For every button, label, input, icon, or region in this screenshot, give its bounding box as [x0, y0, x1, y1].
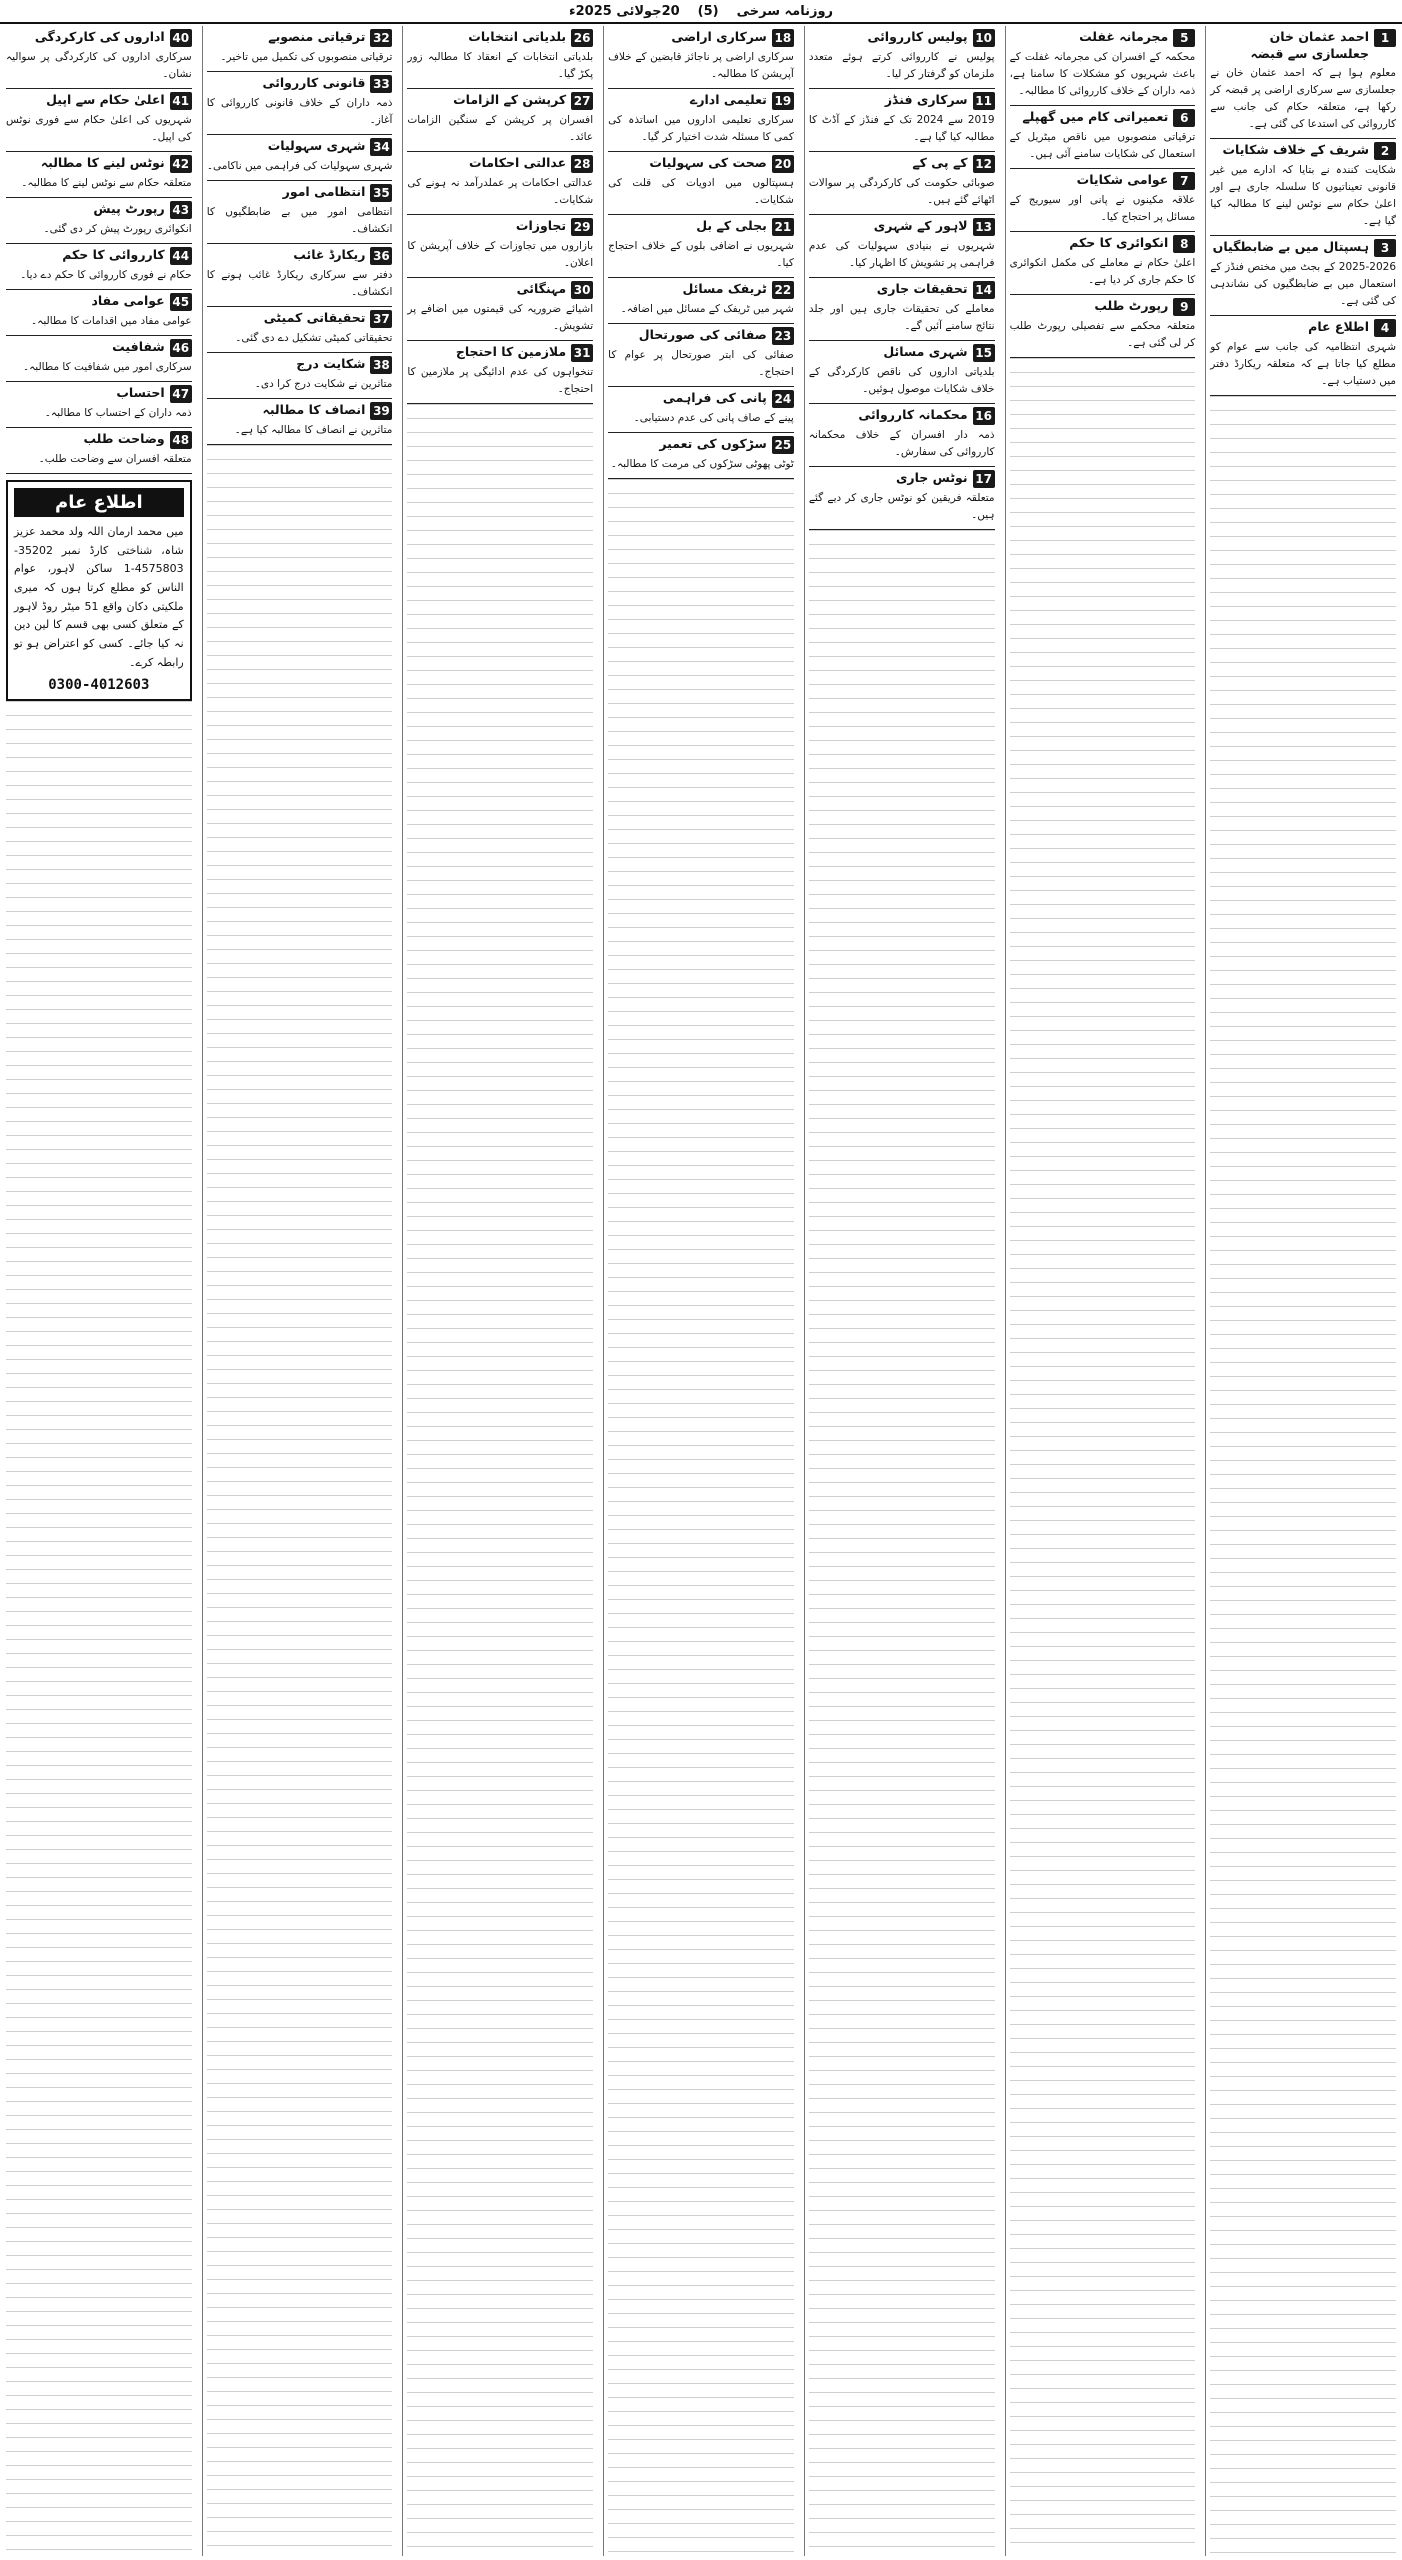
news-item-header	[608, 155, 794, 173]
news-item-header	[407, 92, 593, 110]
column-text-lines	[407, 404, 593, 2556]
news-item-headline: ہسپتال میں بے ضابطگیاں	[1212, 238, 1369, 254]
news-item-number-badge: 47	[170, 385, 192, 403]
columns-container	[2, 26, 1400, 2556]
news-item-header	[608, 29, 794, 47]
news-item-body: حکام نے فوری کارروائی کا حکم دے دیا۔	[20, 269, 192, 281]
news-item-body: بلدیاتی اداروں کی ناقص کارکردگی کے خلاف شکایات موصول ہوئیں۔	[808, 366, 995, 395]
news-item-headline: تعلیمی ادارے	[690, 92, 767, 107]
news-item-header	[407, 281, 593, 299]
news-item	[809, 215, 995, 278]
news-item-headline: بلدیاتی انتخابات	[468, 29, 567, 44]
news-item-header	[6, 385, 192, 403]
news-item	[1210, 139, 1396, 236]
news-item	[1010, 106, 1196, 169]
news-item-headline: نوٹس لینے کا مطالبہ	[40, 155, 165, 170]
news-item-number-badge: 2	[1374, 142, 1396, 160]
news-column-2	[1005, 26, 1200, 2556]
news-item-number-badge: 26	[571, 29, 593, 47]
news-item-header	[6, 339, 192, 357]
news-item-body: انتظامی امور میں بے ضابطگیوں کا انکشاف۔	[206, 206, 393, 235]
news-item	[809, 26, 995, 89]
news-item-number-badge: 29	[571, 218, 593, 236]
news-item-headline: ریکارڈ غائب	[293, 247, 366, 262]
news-item-body: عوامی مفاد میں اقدامات کا مطالبہ۔	[31, 315, 192, 327]
news-item-header	[1010, 29, 1196, 47]
news-item-number-badge: 43	[170, 201, 192, 219]
news-item	[207, 399, 393, 445]
news-item-body: متعلقہ حکام سے نوٹس لینے کا مطالبہ۔	[21, 177, 192, 189]
news-item-body: ہسپتالوں میں ادویات کی قلت کی شکایات۔	[608, 177, 794, 206]
news-item-headline: لاہور کے شہری	[873, 218, 968, 233]
news-item-number-badge: 42	[170, 155, 192, 173]
news-item-headline: اداروں کی کارکردگی	[34, 29, 165, 44]
news-item	[207, 307, 393, 353]
news-item	[407, 152, 593, 215]
news-item	[207, 353, 393, 399]
news-item-body: پینے کے صاف پانی کی عدم دستیابی۔	[633, 412, 794, 424]
news-item	[809, 341, 995, 404]
news-item-number-badge: 11	[973, 92, 995, 110]
column-text-lines	[1010, 358, 1196, 2556]
news-item-header	[1010, 172, 1196, 190]
news-item-body: بازاروں میں تجاوزات کے خلاف آپریشن کا اعلان۔	[407, 240, 594, 269]
news-item-headline: ٹریفک مسائل	[682, 281, 767, 296]
news-item-number-badge: 8	[1173, 235, 1195, 253]
news-item-header	[6, 155, 192, 173]
news-item-headline: پانی کی فراہمی	[662, 390, 767, 405]
news-item-number-badge: 7	[1173, 172, 1195, 190]
news-item-body: معلوم ہوا ہے کہ احمد عثمان خان نے جعلسازی سے سرکاری اراضی پر قبضہ کر رکھا ہے، متعلقہ حکام کی جانب سے کارروائی کی استدعا کی گئی ہے۔	[1210, 66, 1396, 130]
news-item-number-badge: 37	[370, 310, 392, 328]
news-item-headline: تحقیقاتی کمیٹی	[263, 310, 366, 325]
news-item	[1010, 169, 1196, 232]
news-item-headline: بجلی کے بل	[696, 218, 767, 233]
column-text-lines	[809, 530, 995, 2556]
news-item	[1210, 26, 1396, 139]
news-item-headline: شفافیت	[112, 339, 165, 354]
news-item-number-badge: 3	[1374, 239, 1396, 257]
news-item-header	[809, 155, 995, 173]
news-item-body: 2019 سے 2024 تک کے فنڈز کے آڈٹ کا مطالبہ کیا گیا ہے۔	[808, 114, 995, 143]
public-notice-phone: 0300-4012603	[48, 676, 150, 693]
news-item-header	[6, 201, 192, 219]
news-item-body: دفتر سے سرکاری ریکارڈ غائب ہونے کا انکشاف۔	[206, 269, 393, 298]
news-item-header	[608, 218, 794, 236]
news-item-header	[1210, 29, 1396, 63]
column-text-lines	[608, 479, 794, 2556]
news-item-body: عدالتی احکامات پر عملدرآمد نہ ہونے کی شکایات۔	[407, 177, 594, 206]
news-item	[809, 467, 995, 530]
news-item-number-badge: 36	[370, 247, 392, 265]
news-item	[6, 428, 192, 474]
news-item-body: متعلقہ افسران سے وضاحت طلب۔	[38, 453, 192, 465]
news-item-number-badge: 28	[571, 155, 593, 173]
news-item	[608, 278, 794, 324]
news-item-number-badge: 9	[1173, 298, 1195, 316]
news-item-body: شہریوں نے اضافی بلوں کے خلاف احتجاج کیا۔	[608, 240, 794, 269]
news-item	[1210, 236, 1396, 316]
news-item	[207, 26, 393, 72]
news-item-body: پولیس نے کارروائی کرتے ہوئے متعدد ملزمان کو گرفتار کر لیا۔	[808, 51, 995, 80]
news-item-headline: صفائی کی صورتحال	[638, 327, 767, 342]
news-item-headline: سرکاری اراضی	[671, 29, 767, 44]
news-item-number-badge: 41	[170, 92, 192, 110]
news-item-header	[809, 92, 995, 110]
news-item-number-badge: 24	[772, 390, 794, 408]
news-item-header	[6, 29, 192, 47]
news-item	[407, 278, 593, 341]
column-text-lines	[207, 445, 393, 2556]
news-item-headline: ترقیاتی منصوبے	[268, 29, 366, 44]
news-item-headline: کرپشن کے الزامات	[453, 92, 567, 107]
news-item-body: اعلیٰ حکام نے معاملے کی مکمل انکوائری کا حکم جاری کر دیا ہے۔	[1009, 257, 1196, 286]
news-item-number-badge: 6	[1173, 109, 1195, 127]
news-item-number-badge: 10	[973, 29, 995, 47]
news-item	[608, 215, 794, 278]
news-item	[608, 433, 794, 479]
column-text-lines	[1210, 396, 1396, 2556]
news-item-body: تنخواہوں کی عدم ادائیگی پر ملازمین کا احتجاج۔	[407, 366, 594, 395]
news-item-header	[6, 247, 192, 265]
news-item-body: بلدیاتی انتخابات کے انعقاد کا مطالبہ زور پکڑ گیا۔	[407, 51, 594, 80]
news-item-body: ترقیاتی منصوبوں میں ناقص میٹریل کے استعمال کی شکایات سامنے آئی ہیں۔	[1009, 131, 1196, 160]
news-item-body: علاقہ مکینوں نے پانی اور سیوریج کے مسائل پر احتجاج کیا۔	[1009, 194, 1196, 223]
news-item-number-badge: 18	[772, 29, 794, 47]
news-item-header	[207, 75, 393, 93]
news-item-headline: شہری مسائل	[883, 344, 968, 359]
news-item-number-badge: 19	[772, 92, 794, 110]
news-item-body: انکوائری رپورٹ پیش کر دی گئی۔	[43, 223, 192, 235]
news-item-header	[407, 155, 593, 173]
news-item-headline: پولیس کارروائی	[867, 29, 968, 44]
news-item-body: شکایت کنندہ نے بتایا کہ ادارے میں غیر قانونی تعیناتیوں کا سلسلہ جاری ہے اور اعلیٰ حکام سے نوٹس لینے کا مطالبہ کیا گیا ہے۔	[1210, 163, 1396, 227]
news-item	[809, 152, 995, 215]
news-item-header	[207, 402, 393, 420]
news-item-number-badge: 12	[973, 155, 995, 173]
news-item-number-badge: 14	[973, 281, 995, 299]
news-item-header	[207, 29, 393, 47]
news-item-number-badge: 40	[170, 29, 192, 47]
news-item-headline: صحت کی سہولیات	[649, 155, 767, 170]
news-item-number-badge: 22	[772, 281, 794, 299]
news-item	[207, 72, 393, 135]
news-column-1	[1205, 26, 1400, 2556]
news-item-header	[1210, 142, 1396, 160]
news-item	[6, 290, 192, 336]
news-column-6	[202, 26, 397, 2556]
news-item-number-badge: 27	[571, 92, 593, 110]
news-item	[207, 135, 393, 181]
news-item	[6, 89, 192, 152]
news-item-body: شہری سہولیات کی فراہمی میں ناکامی۔	[206, 160, 393, 172]
news-item-body: متعلقہ فریقین کو نوٹس جاری کر دیے گئے ہیں۔	[808, 492, 995, 521]
news-item-header	[608, 436, 794, 454]
news-item-number-badge: 46	[170, 339, 192, 357]
news-item	[407, 26, 593, 89]
news-item-number-badge: 23	[772, 327, 794, 345]
news-item-number-badge: 48	[170, 431, 192, 449]
news-item-header	[1210, 239, 1396, 257]
news-item	[608, 89, 794, 152]
news-item-body: سرکاری اداروں کی کارکردگی پر سوالیہ نشان۔	[5, 51, 192, 80]
news-item	[1210, 316, 1396, 396]
news-item-header	[809, 344, 995, 362]
news-item-body: سرکاری امور میں شفافیت کا مطالبہ۔	[22, 361, 192, 373]
news-item-number-badge: 1	[1374, 29, 1396, 47]
news-item	[1010, 26, 1196, 106]
news-item-headline: تجاوزات	[515, 218, 567, 233]
news-item-headline: مجرمانہ غفلت	[1079, 29, 1169, 44]
news-item-header	[6, 293, 192, 311]
news-item-header	[407, 29, 593, 47]
news-item-body: ذمہ دار افسران کے خلاف محکمانہ کارروائی کی سفارش۔	[808, 429, 995, 458]
news-item-headline: تعمیراتی کام میں گھپلے	[1022, 109, 1169, 124]
news-item	[809, 404, 995, 467]
news-item	[6, 336, 192, 382]
news-item-headline: رپورٹ پیش	[93, 201, 165, 216]
news-item-body: ٹوٹی پھوٹی سڑکوں کی مرمت کا مطالبہ۔	[610, 458, 794, 470]
news-item-body: شہر میں ٹریفک کے مسائل میں اضافہ۔	[620, 303, 794, 315]
news-item-body: اشیائے ضروریہ کی قیمتوں میں اضافے پر تشویش۔	[407, 303, 594, 332]
news-item-headline: تحقیقات جاری	[876, 281, 968, 296]
news-item	[6, 382, 192, 428]
news-item-body: افسران پر کرپشن کے سنگین الزامات عائد۔	[407, 114, 594, 143]
news-item-header	[608, 281, 794, 299]
news-item-number-badge: 38	[370, 356, 392, 374]
news-item-body: شہریوں نے بنیادی سہولیات کی عدم فراہمی پر تشویش کا اظہار کیا۔	[808, 240, 995, 269]
news-item-number-badge: 33	[370, 75, 392, 93]
news-item-header	[809, 29, 995, 47]
news-item-body: ذمہ داران کے احتساب کا مطالبہ۔	[44, 407, 192, 419]
news-column-4	[603, 26, 798, 2556]
news-item-headline: عوامی مفاد	[91, 293, 165, 308]
news-item-header	[809, 218, 995, 236]
news-item-number-badge: 30	[571, 281, 593, 299]
news-item-number-badge: 4	[1374, 319, 1396, 337]
news-item-header	[1010, 298, 1196, 316]
news-item-header	[207, 138, 393, 156]
news-item-headline: شریف کے خلاف شکایات	[1222, 141, 1369, 157]
news-item-header	[809, 407, 995, 425]
news-item-header	[207, 356, 393, 374]
news-item-number-badge: 15	[973, 344, 995, 362]
news-item-headline: محکمانہ کارروائی	[858, 407, 968, 422]
news-item-headline: ملازمین کا احتجاج	[455, 344, 567, 359]
news-item-header	[207, 310, 393, 328]
news-item-header	[407, 344, 593, 362]
news-item-header	[608, 327, 794, 345]
news-item-header	[407, 218, 593, 236]
news-item-body: معاملے کی تحقیقات جاری ہیں اور جلد نتائج سامنے آئیں گے۔	[808, 303, 995, 332]
news-column-3	[804, 26, 999, 2556]
news-item-header	[608, 390, 794, 408]
news-item-header	[1010, 235, 1196, 253]
news-item-body: متعلقہ محکمے سے تفصیلی رپورٹ طلب کر لی گئی ہے۔	[1009, 320, 1196, 349]
news-item-header	[6, 431, 192, 449]
news-item-headline: شکایت درج	[296, 356, 366, 371]
news-item-headline: انصاف کا مطالبہ	[262, 402, 366, 417]
news-item-headline: کے پی کے	[912, 155, 968, 170]
news-item-header	[809, 470, 995, 488]
news-item	[1010, 232, 1196, 295]
news-item-body: متاثرین نے شکایت درج کرا دی۔	[254, 378, 393, 390]
public-notice-title: اطلاع عام	[14, 488, 184, 517]
news-item-number-badge: 13	[973, 218, 995, 236]
news-item-headline: وضاحت طلب	[83, 431, 165, 446]
news-item-header	[207, 184, 393, 202]
news-item	[207, 181, 393, 244]
news-item-header	[1010, 109, 1196, 127]
news-item	[6, 26, 192, 89]
news-column-7	[2, 26, 196, 2556]
news-item-number-badge: 5	[1173, 29, 1195, 47]
column-text-lines	[6, 701, 192, 2557]
news-item	[207, 244, 393, 307]
masthead-title: روزنامہ سرخی	[736, 3, 834, 19]
news-item-body: شہریوں کی اعلیٰ حکام سے فوری نوٹس کی اپیل۔	[5, 114, 192, 143]
news-item-headline: اطلاع عام	[1308, 318, 1369, 334]
public-notice-box	[6, 480, 192, 701]
news-item-header	[207, 247, 393, 265]
news-item-body: محکمہ کے افسران کی مجرمانہ غفلت کے باعث شہریوں کو مشکلات کا سامنا ہے، ذمہ داران کے خلاف کارروائی کا مطالبہ۔	[1009, 51, 1196, 97]
news-item-body: صفائی کی ابتر صورتحال پر عوام کا احتجاج۔	[608, 349, 794, 378]
news-item	[6, 198, 192, 244]
news-item-headline: عدالتی احکامات	[469, 155, 567, 170]
news-item-headline: سرکاری فنڈز	[884, 92, 968, 107]
news-item-headline: رپورٹ طلب	[1094, 298, 1169, 313]
news-item	[809, 278, 995, 341]
news-item-headline: شہری سہولیات	[267, 138, 366, 153]
news-item-headline: نوٹس جاری	[895, 470, 968, 485]
news-item-number-badge: 44	[170, 247, 192, 265]
news-item-body: 2025-2026 کے بجٹ میں مختص فنڈز کے استعمال میں بے ضابطگیوں کی نشاندہی کی گئی ہے۔	[1210, 260, 1396, 307]
news-item-body: صوبائی حکومت کی کارکردگی پر سوالات اٹھائے گئے ہیں۔	[808, 177, 995, 206]
news-item-headline: سڑکوں کی تعمیر	[659, 436, 767, 451]
news-item	[407, 89, 593, 152]
news-item-headline: قانونی کارروائی	[262, 75, 366, 90]
news-item-number-badge: 21	[772, 218, 794, 236]
news-item-number-badge: 39	[370, 402, 392, 420]
news-item-body: شہری انتظامیہ کی جانب سے عوام کو مطلع کیا جاتا ہے کہ متعلقہ ریکارڈ دفتر میں دستیاب ہے۔	[1210, 340, 1396, 387]
news-item	[407, 215, 593, 278]
news-column-5	[402, 26, 597, 2556]
news-item-headline: انکوائری کا حکم	[1069, 235, 1169, 250]
news-item-body: سرکاری تعلیمی اداروں میں اساتذہ کی کمی کا مسئلہ شدت اختیار کر گیا۔	[608, 114, 794, 143]
news-item-headline: مہنگائی	[516, 281, 567, 296]
news-item-header	[809, 281, 995, 299]
news-item-number-badge: 32	[370, 29, 392, 47]
news-item-header	[6, 92, 192, 110]
news-item-body: سرکاری اراضی پر ناجائز قابضین کے خلاف آپریشن کا مطالبہ۔	[608, 51, 794, 80]
news-item	[1010, 295, 1196, 358]
masthead	[0, 0, 1402, 24]
news-item	[809, 89, 995, 152]
news-item-body: متاثرین نے انصاف کا مطالبہ کیا ہے۔	[234, 424, 393, 436]
news-item-number-badge: 31	[571, 344, 593, 362]
news-item	[608, 324, 794, 387]
news-item-headline: احمد عثمان خان جعلسازی سے قبضہ	[1250, 29, 1369, 61]
news-item-number-badge: 20	[772, 155, 794, 173]
news-item-headline: عوامی شکایات	[1076, 172, 1169, 187]
news-item-body: تحقیقاتی کمیٹی تشکیل دے دی گئی۔	[235, 332, 393, 344]
news-item-body: ذمہ داران کے خلاف قانونی کارروائی کا آغاز۔	[206, 97, 393, 126]
news-item-header	[608, 92, 794, 110]
news-item	[6, 152, 192, 198]
news-item-number-badge: 34	[370, 138, 392, 156]
news-item-headline: کارروائی کا حکم	[62, 247, 165, 262]
news-item-headline: انتظامی امور	[282, 184, 366, 199]
news-item	[608, 387, 794, 433]
news-item-headline: احتساب	[116, 385, 165, 400]
news-item-number-badge: 25	[772, 436, 794, 454]
public-notice-body: میں محمد ارمان اللہ ولد محمد عزیز شاہ، شناختی کارڈ نمبر 35202-4575803-1 ساکن لاہور، عوام الناس کو مطلع کرتا ہوں کہ میری ملکیتی دکان واقع 51 میٹر روڈ لاہور کے متعلق کسی بھی قسم کا لین دین نہ کیا جائے۔ کسی کو اعتراض ہو تو رابطہ کرے۔	[13, 525, 184, 669]
news-item-number-badge: 45	[170, 293, 192, 311]
news-item	[6, 244, 192, 290]
page-number: (5)	[697, 3, 719, 19]
news-item-headline: اعلیٰ حکام سے اپیل	[46, 92, 165, 107]
news-item	[608, 26, 794, 89]
news-item-body: ترقیاتی منصوبوں کی تکمیل میں تاخیر۔	[220, 51, 393, 63]
news-item-number-badge: 16	[973, 407, 995, 425]
news-item-number-badge: 35	[370, 184, 392, 202]
news-item-header	[1210, 319, 1396, 337]
news-item	[608, 152, 794, 215]
news-item	[407, 341, 593, 404]
news-item-number-badge: 17	[973, 470, 995, 488]
masthead-date: 20جولائی 2025ء	[568, 3, 680, 19]
